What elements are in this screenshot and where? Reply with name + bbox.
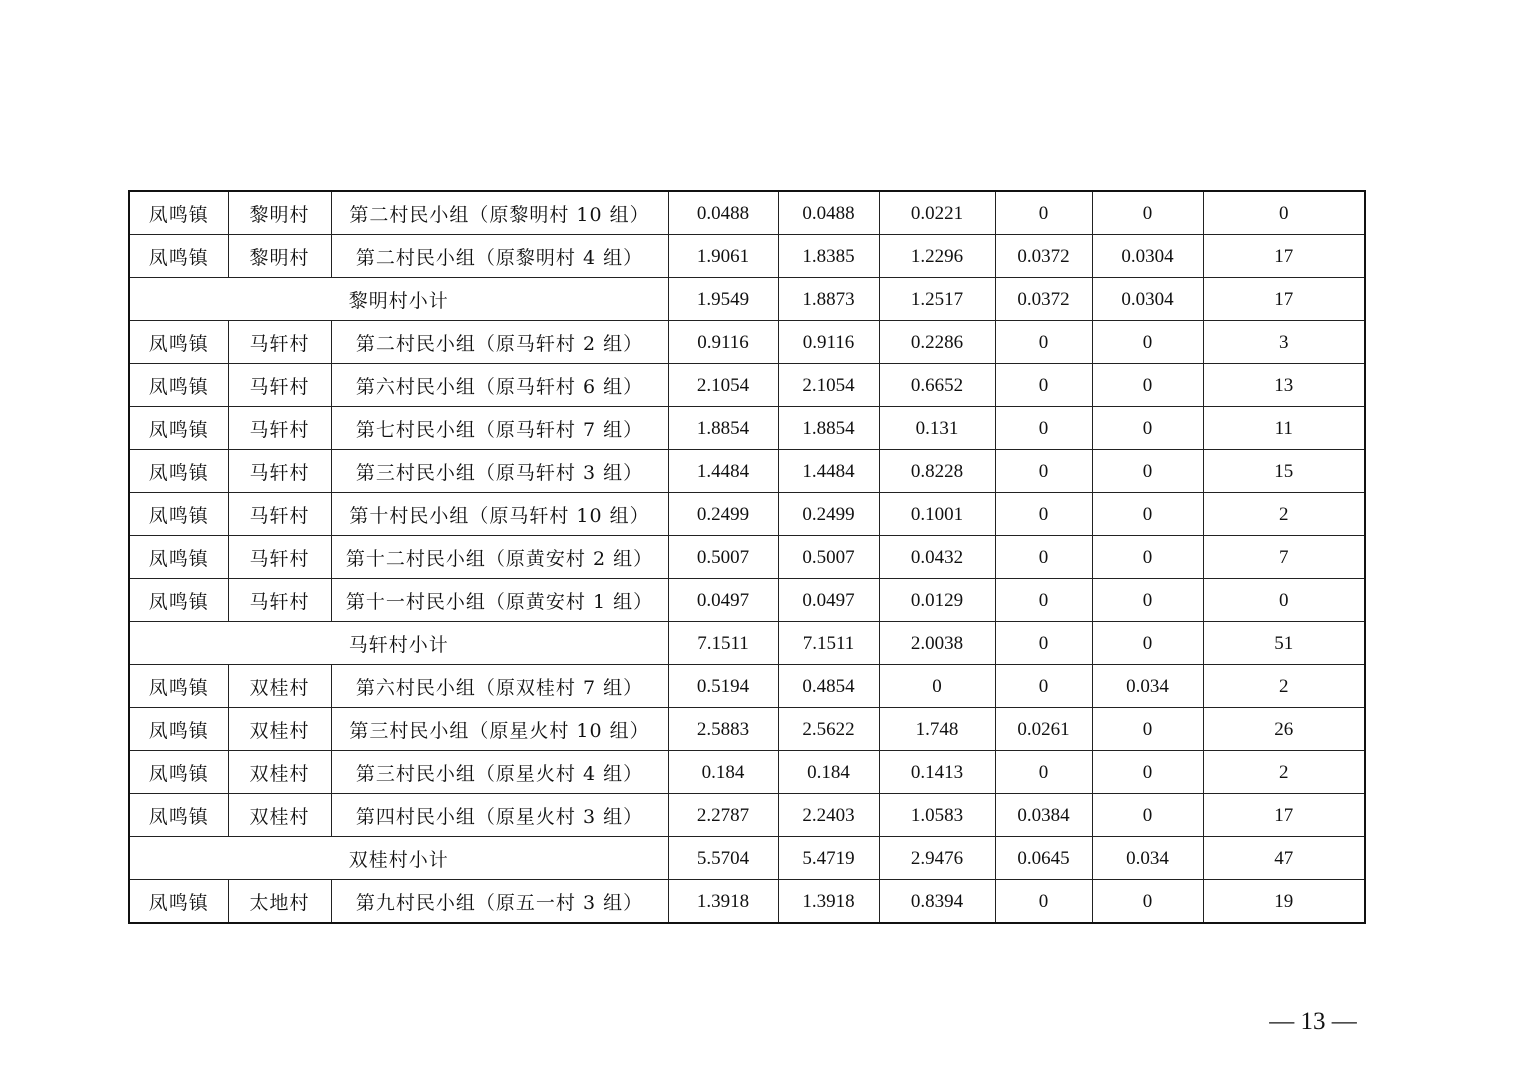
- value-cell-6: 3: [1203, 321, 1365, 364]
- village-cell: 马轩村: [228, 321, 331, 364]
- value-cell-3: 0.8394: [879, 880, 995, 924]
- value-cell-1: 0.0488: [668, 191, 778, 235]
- table-row: [129, 751, 1365, 794]
- value-cell-4: 0.0384: [995, 794, 1092, 837]
- value-cell-1: 0.2499: [668, 493, 778, 536]
- value-cell-3: 2.0038: [879, 622, 995, 665]
- subtotal-row: [129, 622, 1365, 665]
- value-cell-6: 17: [1203, 278, 1365, 321]
- group-cell: 第二村民小组（原黎明村 4 组）: [331, 235, 668, 278]
- subtotal-row: [129, 837, 1365, 880]
- group-cell: 第三村民小组（原星火村 10 组）: [331, 708, 668, 751]
- value-cell-5: 0: [1092, 493, 1203, 536]
- value-cell-6: 2: [1203, 665, 1365, 708]
- town-cell: 凤鸣镇: [129, 321, 228, 364]
- group-cell: 第十一村民小组（原黄安村 1 组）: [331, 579, 668, 622]
- value-cell-3: 0.0432: [879, 536, 995, 579]
- value-cell-6: 0: [1203, 191, 1365, 235]
- value-cell-4: 0: [995, 536, 1092, 579]
- value-cell-3: 0.0129: [879, 579, 995, 622]
- value-cell-3: 2.9476: [879, 837, 995, 880]
- subtotal-label-cell: 黎明村小计: [129, 278, 668, 321]
- value-cell-5: 0: [1092, 751, 1203, 794]
- town-cell: 凤鸣镇: [129, 751, 228, 794]
- value-cell-6: 19: [1203, 880, 1365, 924]
- village-cell: 黎明村: [228, 235, 331, 278]
- value-cell-5: 0: [1092, 622, 1203, 665]
- value-cell-2: 1.3918: [778, 880, 879, 924]
- value-cell-1: 1.4484: [668, 450, 778, 493]
- table-row: [129, 235, 1365, 278]
- value-cell-4: 0: [995, 622, 1092, 665]
- value-cell-6: 26: [1203, 708, 1365, 751]
- group-cell: 第二村民小组（原黎明村 10 组）: [331, 191, 668, 235]
- value-cell-2: 1.8873: [778, 278, 879, 321]
- village-cell: 马轩村: [228, 579, 331, 622]
- value-cell-6: 11: [1203, 407, 1365, 450]
- group-cell: 第六村民小组（原双桂村 7 组）: [331, 665, 668, 708]
- value-cell-4: 0: [995, 321, 1092, 364]
- value-cell-2: 1.8385: [778, 235, 879, 278]
- value-cell-6: 2: [1203, 751, 1365, 794]
- value-cell-6: 7: [1203, 536, 1365, 579]
- value-cell-3: 0.2286: [879, 321, 995, 364]
- group-cell: 第四村民小组（原星火村 3 组）: [331, 794, 668, 837]
- value-cell-3: 1.2517: [879, 278, 995, 321]
- town-cell: 凤鸣镇: [129, 665, 228, 708]
- value-cell-1: 0.5007: [668, 536, 778, 579]
- value-cell-4: 0: [995, 407, 1092, 450]
- value-cell-6: 17: [1203, 235, 1365, 278]
- value-cell-6: 51: [1203, 622, 1365, 665]
- group-cell: 第十村民小组（原马轩村 10 组）: [331, 493, 668, 536]
- value-cell-3: 0: [879, 665, 995, 708]
- village-cell: 马轩村: [228, 364, 331, 407]
- village-cell: 双桂村: [228, 665, 331, 708]
- town-cell: 凤鸣镇: [129, 579, 228, 622]
- value-cell-1: 1.8854: [668, 407, 778, 450]
- value-cell-4: 0: [995, 880, 1092, 924]
- value-cell-5: 0: [1092, 579, 1203, 622]
- town-cell: 凤鸣镇: [129, 493, 228, 536]
- value-cell-2: 2.1054: [778, 364, 879, 407]
- value-cell-1: 2.2787: [668, 794, 778, 837]
- value-cell-6: 15: [1203, 450, 1365, 493]
- town-cell: 凤鸣镇: [129, 191, 228, 235]
- value-cell-5: 0: [1092, 321, 1203, 364]
- town-cell: 凤鸣镇: [129, 235, 228, 278]
- value-cell-3: 0.8228: [879, 450, 995, 493]
- village-cell: 马轩村: [228, 493, 331, 536]
- village-cell: 黎明村: [228, 191, 331, 235]
- value-cell-4: 0.0261: [995, 708, 1092, 751]
- subtotal-row: [129, 278, 1365, 321]
- value-cell-5: 0: [1092, 364, 1203, 407]
- value-cell-5: 0: [1092, 191, 1203, 235]
- table-body: [129, 191, 1365, 923]
- town-cell: 凤鸣镇: [129, 708, 228, 751]
- value-cell-5: 0: [1092, 794, 1203, 837]
- table-row: [129, 407, 1365, 450]
- value-cell-4: 0.0372: [995, 235, 1092, 278]
- value-cell-5: 0.034: [1092, 665, 1203, 708]
- table-row: [129, 579, 1365, 622]
- value-cell-6: 2: [1203, 493, 1365, 536]
- value-cell-4: 0: [995, 665, 1092, 708]
- value-cell-5: 0: [1092, 536, 1203, 579]
- value-cell-3: 0.1001: [879, 493, 995, 536]
- value-cell-2: 0.0497: [778, 579, 879, 622]
- group-cell: 第十二村民小组（原黄安村 2 组）: [331, 536, 668, 579]
- value-cell-3: 1.2296: [879, 235, 995, 278]
- village-cell: 双桂村: [228, 751, 331, 794]
- value-cell-2: 0.2499: [778, 493, 879, 536]
- value-cell-5: 0: [1092, 407, 1203, 450]
- value-cell-1: 1.3918: [668, 880, 778, 924]
- value-cell-6: 13: [1203, 364, 1365, 407]
- value-cell-5: 0.0304: [1092, 278, 1203, 321]
- value-cell-3: 0.0221: [879, 191, 995, 235]
- table-row: [129, 321, 1365, 364]
- value-cell-4: 0: [995, 450, 1092, 493]
- table-row: [129, 450, 1365, 493]
- value-cell-4: 0.0372: [995, 278, 1092, 321]
- value-cell-2: 2.5622: [778, 708, 879, 751]
- value-cell-3: 1.748: [879, 708, 995, 751]
- value-cell-1: 1.9549: [668, 278, 778, 321]
- table-row: [129, 880, 1365, 924]
- table-row: [129, 493, 1365, 536]
- value-cell-1: 0.184: [668, 751, 778, 794]
- value-cell-5: 0.034: [1092, 837, 1203, 880]
- value-cell-5: 0: [1092, 450, 1203, 493]
- table-row: [129, 536, 1365, 579]
- group-cell: 第二村民小组（原马轩村 2 组）: [331, 321, 668, 364]
- town-cell: 凤鸣镇: [129, 880, 228, 924]
- value-cell-5: 0: [1092, 708, 1203, 751]
- value-cell-1: 0.0497: [668, 579, 778, 622]
- village-cell: 马轩村: [228, 407, 331, 450]
- value-cell-1: 5.5704: [668, 837, 778, 880]
- value-cell-2: 7.1511: [778, 622, 879, 665]
- value-cell-1: 7.1511: [668, 622, 778, 665]
- town-cell: 凤鸣镇: [129, 450, 228, 493]
- village-cell: 双桂村: [228, 708, 331, 751]
- value-cell-1: 0.5194: [668, 665, 778, 708]
- value-cell-4: 0: [995, 751, 1092, 794]
- value-cell-2: 0.4854: [778, 665, 879, 708]
- table-row: [129, 665, 1365, 708]
- group-cell: 第六村民小组（原马轩村 6 组）: [331, 364, 668, 407]
- value-cell-2: 1.8854: [778, 407, 879, 450]
- town-cell: 凤鸣镇: [129, 536, 228, 579]
- value-cell-2: 0.184: [778, 751, 879, 794]
- value-cell-2: 5.4719: [778, 837, 879, 880]
- subtotal-label-cell: 马轩村小计: [129, 622, 668, 665]
- value-cell-6: 47: [1203, 837, 1365, 880]
- village-cell: 双桂村: [228, 794, 331, 837]
- page-number: — 13 —: [1269, 1008, 1357, 1035]
- value-cell-2: 0.0488: [778, 191, 879, 235]
- value-cell-3: 0.1413: [879, 751, 995, 794]
- village-cell: 太地村: [228, 880, 331, 924]
- table-row: [129, 708, 1365, 751]
- data-table: [128, 190, 1366, 924]
- value-cell-1: 1.9061: [668, 235, 778, 278]
- value-cell-3: 0.131: [879, 407, 995, 450]
- value-cell-6: 17: [1203, 794, 1365, 837]
- group-cell: 第七村民小组（原马轩村 7 组）: [331, 407, 668, 450]
- group-cell: 第三村民小组（原星火村 4 组）: [331, 751, 668, 794]
- value-cell-4: 0: [995, 191, 1092, 235]
- table-row: [129, 364, 1365, 407]
- value-cell-1: 2.1054: [668, 364, 778, 407]
- group-cell: 第九村民小组（原五一村 3 组）: [331, 880, 668, 924]
- town-cell: 凤鸣镇: [129, 364, 228, 407]
- value-cell-1: 2.5883: [668, 708, 778, 751]
- value-cell-4: 0: [995, 364, 1092, 407]
- group-cell: 第三村民小组（原马轩村 3 组）: [331, 450, 668, 493]
- value-cell-6: 0: [1203, 579, 1365, 622]
- value-cell-2: 2.2403: [778, 794, 879, 837]
- value-cell-5: 0: [1092, 880, 1203, 924]
- town-cell: 凤鸣镇: [129, 794, 228, 837]
- value-cell-2: 0.5007: [778, 536, 879, 579]
- village-cell: 马轩村: [228, 450, 331, 493]
- value-cell-5: 0.0304: [1092, 235, 1203, 278]
- table-row: [129, 191, 1365, 235]
- village-cell: 马轩村: [228, 536, 331, 579]
- value-cell-3: 0.6652: [879, 364, 995, 407]
- value-cell-3: 1.0583: [879, 794, 995, 837]
- subtotal-label-cell: 双桂村小计: [129, 837, 668, 880]
- value-cell-2: 1.4484: [778, 450, 879, 493]
- table-row: [129, 794, 1365, 837]
- value-cell-2: 0.9116: [778, 321, 879, 364]
- value-cell-1: 0.9116: [668, 321, 778, 364]
- value-cell-4: 0: [995, 579, 1092, 622]
- value-cell-4: 0.0645: [995, 837, 1092, 880]
- town-cell: 凤鸣镇: [129, 407, 228, 450]
- value-cell-4: 0: [995, 493, 1092, 536]
